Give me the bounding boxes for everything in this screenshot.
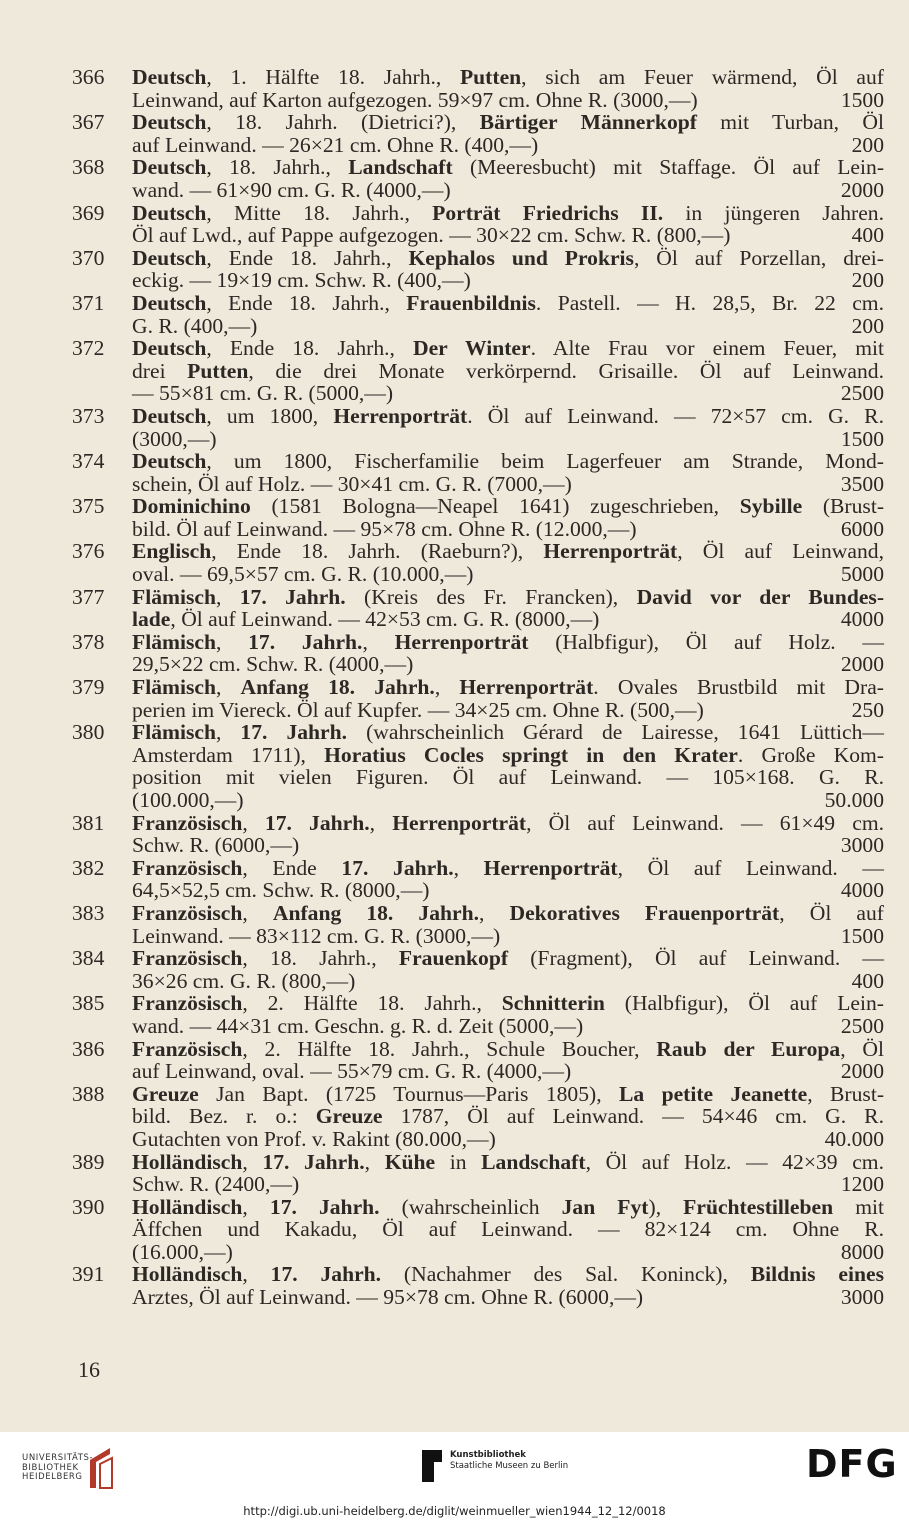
entry-description xyxy=(132,495,884,540)
entry-number: 391 xyxy=(72,1262,105,1287)
entry-text-line: Deutsch, 18. Jahrh., Landschaft (Meeresbucht) mit Staffage. Öl auf Lein- xyxy=(132,155,885,180)
entry-last-line xyxy=(132,789,884,812)
entry-description xyxy=(132,902,884,947)
entry-last-line xyxy=(132,925,884,948)
entry-text-line: 29,5×22 cm. Schw. R. (4000,—) xyxy=(132,652,414,677)
catalog-entry xyxy=(72,812,884,857)
entry-price: 250 xyxy=(851,697,884,722)
entry-description xyxy=(132,947,884,992)
entry-last-line xyxy=(132,269,884,292)
kunstbibliothek-title: Kunstbibliothek xyxy=(450,1450,526,1460)
entry-last-line xyxy=(132,1173,884,1196)
source-url[interactable]: http://digi.ub.uni-heidelberg.de/diglit/weinmueller_wien1944_12_12/0018 xyxy=(243,1504,666,1518)
entry-price: 200 xyxy=(851,268,884,293)
entry-price: 2500 xyxy=(840,381,884,406)
entry-text-line: (16.000,—) xyxy=(132,1239,233,1264)
catalog-entry xyxy=(72,202,884,247)
catalog-entry xyxy=(72,450,884,495)
catalog-entry xyxy=(72,1196,884,1264)
entry-text-line: wand. — 44×31 cm. Geschn. g. R. d. Zeit (5000,—) xyxy=(132,1013,584,1038)
entry-text-line: Deutsch, 18. Jahrh. (Dietrici?), Bärtiger Männerkopf mit Turban, Öl xyxy=(132,110,884,135)
entry-price: 3500 xyxy=(840,471,884,496)
entry-description xyxy=(132,66,884,111)
entry-description xyxy=(132,540,884,585)
entry-text-line: Amsterdam 1711), Horatius Cocles springt in den Krater. Große Kom- xyxy=(132,742,884,767)
entry-text-line: Deutsch, Ende 18. Jahrh., Der Winter. Alte Frau vor einem Feuer, mit xyxy=(132,336,884,361)
entry-price: 3000 xyxy=(840,833,884,858)
entry-text-line: Leinwand, auf Karton aufgezogen. 59×97 cm. Ohne R. (3000,—) xyxy=(132,87,698,112)
entry-number: 378 xyxy=(72,629,105,654)
entry-text-line: perien im Viereck. Öl auf Kupfer. — 34×25 cm. Ohne R. (500,—) xyxy=(132,697,704,722)
entry-number: 384 xyxy=(72,946,105,971)
entry-description xyxy=(132,676,884,721)
entry-text-line: Französisch, Anfang 18. Jahrh., Dekoratives Frauenporträt, Öl auf xyxy=(132,900,884,925)
entry-description xyxy=(132,812,884,857)
entry-price: 400 xyxy=(851,968,884,993)
entry-price: 40.000 xyxy=(824,1126,884,1151)
footer-bar xyxy=(0,1432,909,1504)
entry-last-line xyxy=(132,428,884,451)
entry-last-line xyxy=(132,563,884,586)
uni-heidelberg-logo-icon xyxy=(88,1446,114,1490)
entry-description xyxy=(132,337,884,405)
entry-text-line: lade, Öl auf Leinwand. — 42×53 cm. G. R. (8000,—) xyxy=(132,607,600,632)
entry-text-line: eckig. — 19×19 cm. Schw. R. (400,—) xyxy=(132,268,471,293)
entry-last-line xyxy=(132,315,884,338)
entry-text-line: oval. — 69,5×57 cm. G. R. (10.000,—) xyxy=(132,562,474,587)
entry-price: 400 xyxy=(851,223,884,248)
entry-price: 5000 xyxy=(840,562,884,587)
catalog-entry xyxy=(72,902,884,947)
catalog-entry xyxy=(72,676,884,721)
entry-number: 377 xyxy=(72,584,105,609)
entry-last-line xyxy=(132,224,884,247)
entry-last-line xyxy=(132,1286,884,1309)
entry-description xyxy=(132,857,884,902)
entry-text-line: Französisch, 2. Hälfte 18. Jahrh., Schule Boucher, Raub der Europa, Öl xyxy=(132,1036,884,1061)
entry-description xyxy=(132,202,884,247)
uni-heidelberg-label xyxy=(22,1454,93,1483)
entry-number: 372 xyxy=(72,336,105,361)
entry-text-line: Schw. R. (6000,—) xyxy=(132,833,300,858)
entry-number: 381 xyxy=(72,810,105,835)
entry-price: 4000 xyxy=(840,607,884,632)
entry-text-line: Dominichino (1581 Bologna—Neapel 1641) zugeschrieben, Sybille (Brust- xyxy=(132,494,885,519)
catalog-entry xyxy=(72,631,884,676)
entry-text-line: Englisch, Ende 18. Jahrh. (Raeburn?), Herrenporträt, Öl auf Leinwand, xyxy=(132,539,884,564)
entry-number: 390 xyxy=(72,1194,105,1219)
entry-description xyxy=(132,1151,884,1196)
entry-last-line xyxy=(132,834,884,857)
entry-text-line: Französisch, 2. Hälfte 18. Jahrh., Schnitterin (Halbfigur), Öl auf Lein- xyxy=(132,991,884,1016)
entry-number: 380 xyxy=(72,720,105,745)
entry-text-line: drei Putten, die drei Monate verkörpernd. Grisaille. Öl auf Leinwand. xyxy=(132,358,884,383)
entry-number: 379 xyxy=(72,675,105,700)
entry-number: 374 xyxy=(72,449,105,474)
catalog-entries xyxy=(72,66,884,1309)
entry-text-line: 64,5×52,5 cm. Schw. R. (8000,—) xyxy=(132,878,430,903)
entry-last-line xyxy=(132,1015,884,1038)
kunstbibliothek-logo-icon xyxy=(420,1448,444,1484)
catalog-entry xyxy=(72,1151,884,1196)
entry-price: 200 xyxy=(851,313,884,338)
entry-description xyxy=(132,631,884,676)
entry-number: 369 xyxy=(72,200,105,225)
catalog-entry xyxy=(72,247,884,292)
entry-price: 1200 xyxy=(840,1172,884,1197)
entry-price: 2000 xyxy=(840,1059,884,1084)
entry-price: 6000 xyxy=(840,516,884,541)
entry-number: 368 xyxy=(72,155,105,180)
entry-description xyxy=(132,721,884,811)
entry-text-line: Französisch, 17. Jahrh., Herrenporträt, Öl auf Leinwand. — 61×49 cm. xyxy=(132,810,885,835)
entry-description xyxy=(132,111,884,156)
entry-text-line: Deutsch, um 1800, Fischerfamilie beim Lagerfeuer am Strande, Mond- xyxy=(132,449,884,474)
dfg-logo: DFG xyxy=(806,1442,898,1486)
entry-text-line: Holländisch, 17. Jahrh. (wahrscheinlich Jan Fyt), Früchtestilleben mit xyxy=(132,1194,884,1219)
entry-description xyxy=(132,292,884,337)
entry-description xyxy=(132,1038,884,1083)
entry-text-line: Schw. R. (2400,—) xyxy=(132,1172,300,1197)
entry-text-line: Französisch, 18. Jahrh., Frauenkopf (Fragment), Öl auf Leinwand. — xyxy=(132,946,884,971)
catalog-entry xyxy=(72,1263,884,1308)
entry-number: 385 xyxy=(72,991,105,1016)
entry-text-line: bild. Bez. r. o.: Greuze 1787, Öl auf Leinwand. — 54×46 cm. G. R. xyxy=(132,1104,884,1129)
entry-text-line: auf Leinwand. — 26×21 cm. Ohne R. (400,—) xyxy=(132,132,539,157)
catalog-entry xyxy=(72,292,884,337)
entry-text-line: Deutsch, 1. Hälfte 18. Jahrh., Putten, sich am Feuer wärmend, Öl auf xyxy=(132,65,884,89)
catalog-entry xyxy=(72,947,884,992)
entry-text-line: Gutachten von Prof. v. Rakint (80.000,—) xyxy=(132,1126,496,1151)
catalog-entry xyxy=(72,721,884,811)
entry-price: 3000 xyxy=(840,1285,884,1310)
entry-last-line xyxy=(132,473,884,496)
entry-price: 1500 xyxy=(840,426,884,451)
catalog-entry xyxy=(72,111,884,156)
entry-text-line: bild. Öl auf Leinwand. — 95×78 cm. Ohne R. (12.000,—) xyxy=(132,516,637,541)
entry-text-line: Äffchen und Kakadu, Öl auf Leinwand. — 82×124 cm. Ohne R. xyxy=(132,1217,884,1242)
entry-price: 2000 xyxy=(840,652,884,677)
entry-description xyxy=(132,247,884,292)
entry-number: 389 xyxy=(72,1149,105,1174)
catalog-entry xyxy=(72,857,884,902)
kunstbibliothek-subtitle: Staatliche Museen zu Berlin xyxy=(450,1461,569,1471)
entry-last-line xyxy=(132,179,884,202)
entry-description xyxy=(132,586,884,631)
entry-number: 371 xyxy=(72,290,105,315)
entry-number: 367 xyxy=(72,110,105,135)
entry-price: 1500 xyxy=(840,923,884,948)
entry-text-line: Deutsch, Ende 18. Jahrh., Kephalos und Prokris, Öl auf Porzellan, drei- xyxy=(132,245,884,270)
uni-line: UNIVERSITÄTS- xyxy=(22,1453,94,1463)
entry-text-line: schein, Öl auf Holz. — 30×41 cm. G. R. (7000,—) xyxy=(132,471,572,496)
entry-price: 1500 xyxy=(840,87,884,112)
entry-text-line: Deutsch, Ende 18. Jahrh., Frauenbildnis. Pastell. — H. 28,5, Br. 22 cm. xyxy=(132,290,884,315)
entry-number: 382 xyxy=(72,855,105,880)
entry-number: 383 xyxy=(72,900,105,925)
entry-number: 386 xyxy=(72,1036,105,1061)
entry-last-line xyxy=(132,1241,884,1264)
catalog-entry xyxy=(72,156,884,201)
entry-number: 370 xyxy=(72,245,105,270)
entry-text-line: Holländisch, 17. Jahrh., Kühe in Landschaft, Öl auf Holz. — 42×39 cm. xyxy=(132,1149,885,1174)
entry-last-line xyxy=(132,653,884,676)
entry-last-line xyxy=(132,518,884,541)
catalog-entry xyxy=(72,540,884,585)
entry-price: 4000 xyxy=(840,878,884,903)
entry-number: 376 xyxy=(72,539,105,564)
entry-text-line: Deutsch, um 1800, Herrenporträt. Öl auf Leinwand. — 72×57 cm. G. R. xyxy=(132,403,884,428)
catalog-entry xyxy=(72,1083,884,1151)
catalog-entry xyxy=(72,405,884,450)
entry-description xyxy=(132,405,884,450)
entry-price: 50.000 xyxy=(824,788,884,812)
entry-text-line: Deutsch, Mitte 18. Jahrh., Porträt Friedrichs II. in jüngeren Jahren. xyxy=(132,200,884,225)
entry-last-line xyxy=(132,89,884,112)
entry-number: 366 xyxy=(72,65,105,89)
entry-price: 2500 xyxy=(840,1013,884,1038)
uni-line: BIBLIOTHEK xyxy=(22,1462,79,1473)
entry-number: 388 xyxy=(72,1081,105,1106)
entry-description xyxy=(132,1263,884,1308)
catalog-entry xyxy=(72,992,884,1037)
entry-text-line: Flämisch, 17. Jahrh. (Kreis des Fr. Francken), David vor der Bundes- xyxy=(132,584,885,609)
entry-text-line: Öl auf Lwd., auf Pappe aufgezogen. — 30×22 cm. Schw. R. (800,—) xyxy=(132,223,731,248)
entry-text-line: (100.000,—) xyxy=(132,788,244,812)
catalog-entry xyxy=(72,66,884,111)
entry-text-line: Französisch, Ende 17. Jahrh., Herrenporträt, Öl auf Leinwand. — xyxy=(132,855,884,880)
entry-text-line: 36×26 cm. G. R. (800,—) xyxy=(132,968,356,993)
entry-last-line xyxy=(132,1060,884,1083)
entry-text-line: Arztes, Öl auf Leinwand. — 95×78 cm. Ohne R. (6000,—) xyxy=(132,1285,644,1310)
entry-last-line xyxy=(132,382,884,405)
entry-last-line xyxy=(132,879,884,902)
catalog-entry xyxy=(72,1038,884,1083)
entry-text-line: wand. — 61×90 cm. G. R. (4000,—) xyxy=(132,177,451,202)
entry-last-line xyxy=(132,1128,884,1151)
entry-text-line: Leinwand. — 83×112 cm. G. R. (3000,—) xyxy=(132,923,501,948)
entry-description xyxy=(132,450,884,495)
entry-last-line xyxy=(132,134,884,157)
entry-price: 8000 xyxy=(840,1239,884,1264)
entry-text-line: position mit vielen Figuren. Öl auf Leinwand. — 105×168. G. R. xyxy=(132,765,884,790)
entry-last-line xyxy=(132,699,884,722)
entry-text-line: Flämisch, Anfang 18. Jahrh., Herrenporträt. Ovales Brustbild mit Dra- xyxy=(132,675,884,700)
entry-description xyxy=(132,1083,884,1151)
entry-text-line: Flämisch, 17. Jahrh., Herrenporträt (Halbfigur), Öl auf Holz. — xyxy=(132,629,885,654)
catalog-entry xyxy=(72,586,884,631)
entry-text-line: auf Leinwand, oval. — 55×79 cm. G. R. (4000,—) xyxy=(132,1059,572,1084)
entry-text-line: Greuze Jan Bapt. (1725 Tournus—Paris 1805), La petite Jeanette, Brust- xyxy=(132,1081,885,1106)
uni-line: HEIDELBERG xyxy=(22,1472,83,1482)
entry-last-line xyxy=(132,608,884,631)
page-number: 16 xyxy=(78,1357,100,1382)
entry-description xyxy=(132,1196,884,1264)
entry-text-line: (3000,—) xyxy=(132,426,217,451)
entry-text-line: Flämisch, 17. Jahrh. (wahrscheinlich Gérard de Lairesse, 1641 Lüttich— xyxy=(132,720,884,745)
entry-description xyxy=(132,156,884,201)
entry-number: 375 xyxy=(72,494,105,519)
entry-description xyxy=(132,992,884,1037)
entry-text-line: — 55×81 cm. G. R. (5000,—) xyxy=(132,381,394,406)
catalog-entry xyxy=(72,337,884,405)
catalog-entry xyxy=(72,495,884,540)
entry-price: 2000 xyxy=(840,177,884,202)
entry-text-line: Holländisch, 17. Jahrh. (Nachahmer des Sal. Koninck), Bildnis eines xyxy=(132,1262,884,1287)
entry-text-line: G. R. (400,—) xyxy=(132,313,258,338)
kunstbibliothek-label xyxy=(450,1450,568,1472)
entry-number: 373 xyxy=(72,403,105,428)
entry-last-line xyxy=(132,970,884,993)
entry-price: 200 xyxy=(851,132,884,157)
